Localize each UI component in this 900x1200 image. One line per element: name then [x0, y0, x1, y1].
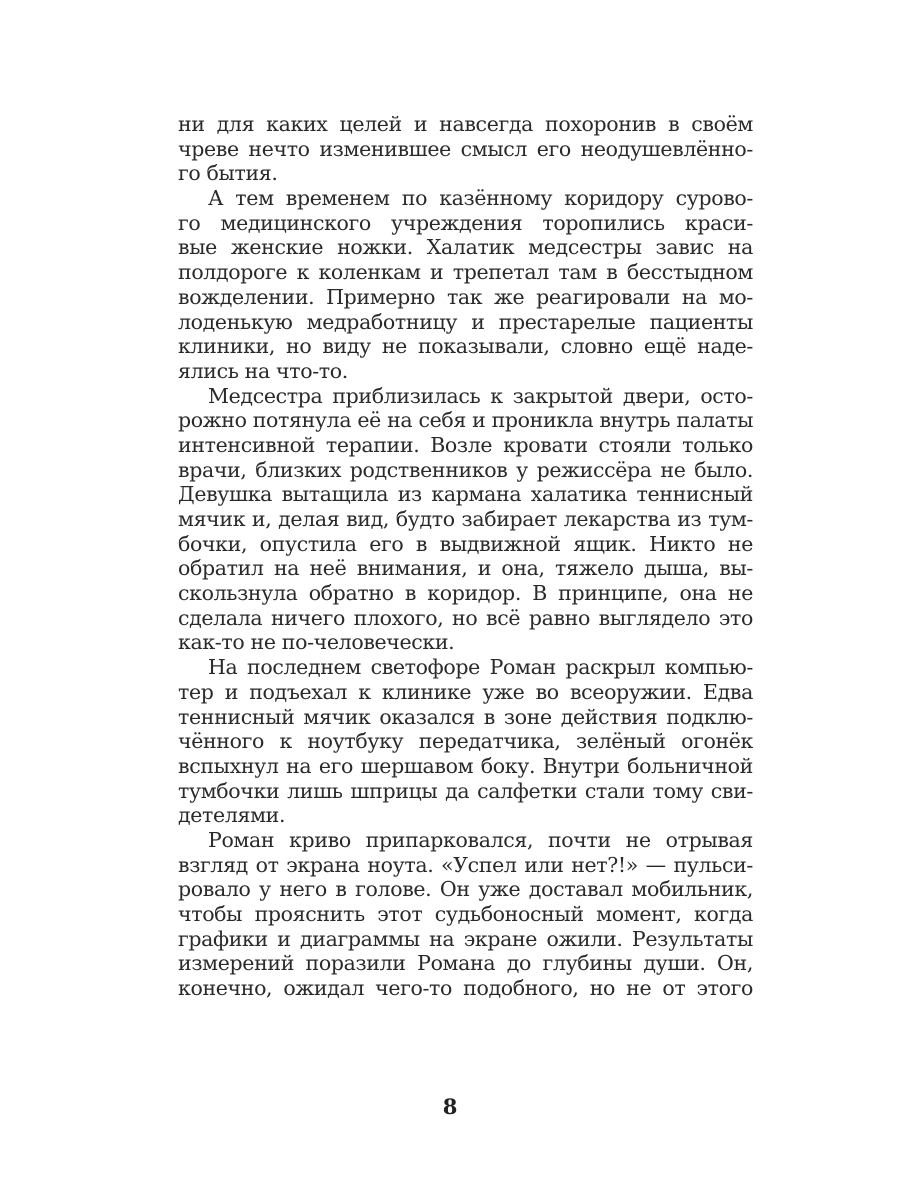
text-line: клиники, но виду не показывали, словно ещё наде-	[178, 334, 753, 359]
text-line: рожно потянула её на себя и проникла внутрь палаты	[178, 408, 754, 433]
text-line: полдороге к коленкам и трепетал там в бесстыдном	[178, 260, 753, 285]
text-line: ровало у него в голове. Он уже доставал мобильник,	[178, 877, 753, 902]
text-line: Роман криво припарковался, почти не отрывая	[208, 827, 753, 852]
paragraph	[178, 186, 753, 384]
paragraph	[178, 384, 753, 656]
text-line: А тем временем по казённому коридору сурово-	[208, 186, 753, 211]
paragraph	[178, 112, 753, 186]
paragraph	[178, 655, 753, 828]
text-line: го медицинского учреждения торопились краси-	[178, 210, 753, 235]
text-line: Медсестра приблизилась к закрытой двери, осто-	[208, 383, 753, 408]
text-line: интенсивной терапии. Возле кровати стояли только	[178, 432, 753, 457]
text-line: вожделении. Примерно так же реагировали на мо-	[178, 284, 753, 309]
text-line: как-то не по-человечески.	[178, 630, 455, 655]
text-line: взгляд от экрана ноута. «Успел или нет?!» — пульси-	[178, 852, 753, 877]
text-line: ни для каких целей и навсегда похоронив в своём	[178, 112, 753, 136]
text-line: теннисный мячик оказался в зоне действия подклю-	[178, 704, 753, 729]
text-line: тумбочки лишь шприцы да салфетки стали тому сви-	[178, 778, 753, 803]
text-line: тер и подъехал к клинике уже во всеоружии. Едва	[178, 679, 753, 704]
text-line: детелями.	[178, 803, 286, 828]
text-line: чённого к ноутбуку передатчика, зелёный огонёк	[178, 729, 753, 754]
text-line: измерений поразили Романа до глубины души. Он,	[178, 951, 753, 976]
text-line: лоденькую медработницу и престарелые пациенты	[178, 309, 753, 334]
text-line: вспыхнул на его шершавом боку. Внутри больничной	[178, 753, 753, 778]
page-number: 8	[442, 1094, 458, 1119]
text-line: ялись на что-то.	[178, 358, 348, 383]
text-line: На последнем светофоре Роман раскрыл компью-	[208, 655, 753, 680]
text-line: вые женские ножки. Халатик медсестры завис на	[178, 235, 753, 260]
text-line: сделала ничего плохого, но всё равно выглядело это	[178, 605, 753, 630]
text-line: го бытия.	[178, 161, 278, 186]
paragraph	[178, 828, 753, 1001]
text-line: Девушка вытащила из кармана халатика теннисный	[178, 482, 753, 507]
text-line: конечно, ожидал чего-то подобного, но не от этого	[178, 976, 753, 1001]
page-body-text	[178, 112, 753, 1001]
text-line: бочки, опустила его в выдвижной ящик. Никто не	[178, 531, 753, 556]
text-line: врачи, близких родственников у режиссёра не было.	[178, 457, 753, 482]
text-line: скользнула обратно в коридор. В принципе, она не	[178, 581, 753, 606]
text-line: обратил на неё внимания, и она, тяжело дыша, вы-	[178, 556, 753, 581]
text-line: мячик и, делая вид, будто забирает лекарства из тум-	[178, 507, 753, 531]
text-line: графики и диаграммы на экране ожили. Результаты	[178, 926, 753, 951]
text-line: чтобы прояснить этот судьбоносный момент, когда	[178, 902, 753, 926]
text-line: чреве нечто изменившее смысл его неодушевлённо-	[178, 136, 753, 161]
